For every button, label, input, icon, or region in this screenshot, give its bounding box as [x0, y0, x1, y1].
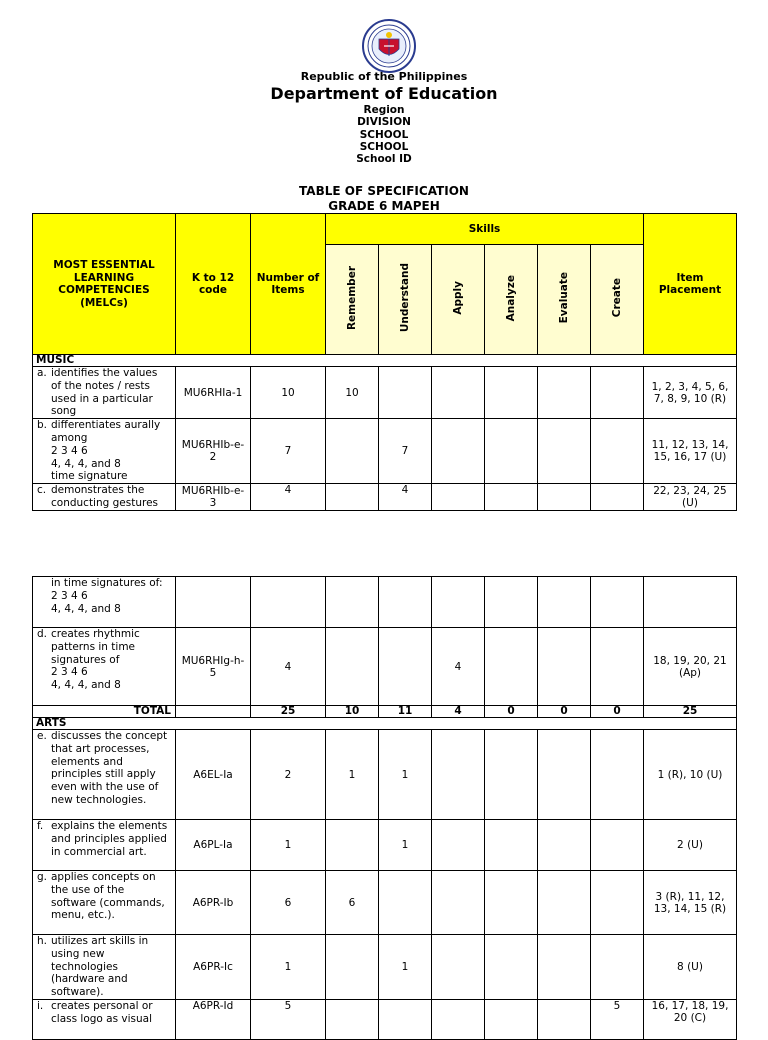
competency-text: utilizes art skills in using new technologies (hardware and software). — [51, 935, 149, 999]
items-cell: 4 — [251, 628, 326, 706]
evaluate-header: Evaluate — [557, 272, 570, 324]
placement-cell: 18, 19, 20, 21 (Ap) — [644, 628, 737, 706]
row-letter: h. — [37, 935, 47, 947]
evaluate-cell — [538, 730, 591, 820]
code-cell: A6PR-Ic — [176, 935, 251, 1000]
table-row — [33, 484, 737, 511]
create-cell — [591, 730, 644, 820]
remember-cell — [326, 820, 379, 871]
apply-cell — [432, 999, 485, 1039]
division-label: DIVISION — [357, 116, 411, 128]
table-row — [33, 871, 737, 935]
total-create: 0 — [591, 706, 644, 718]
evaluate-cell — [538, 999, 591, 1039]
department-heading: Department of Education — [270, 84, 498, 103]
code-cell: A6PR-Id — [176, 999, 251, 1039]
placement-cell: 2 (U) — [644, 820, 737, 871]
create-cell — [591, 820, 644, 871]
code-header: K to 12 code — [176, 214, 251, 355]
create-cell — [591, 628, 644, 706]
create-cell — [591, 367, 644, 419]
remember-cell: 6 — [326, 871, 379, 935]
placement-cell: 1 (R), 10 (U) — [644, 730, 737, 820]
row-letter: a. — [37, 367, 47, 379]
apply-header: Apply — [451, 280, 464, 315]
school-label: SCHOOL — [359, 129, 409, 141]
table-row — [33, 577, 737, 628]
apply-cell — [432, 367, 485, 419]
table-row — [33, 820, 737, 871]
items-cell: 1 — [251, 820, 326, 871]
row-letter: c. — [37, 484, 47, 497]
understand-cell — [379, 871, 432, 935]
apply-cell — [432, 419, 485, 484]
create-cell — [591, 935, 644, 1000]
school-id-label: School ID — [356, 153, 412, 165]
apply-cell: 4 — [432, 628, 485, 706]
competency-text-continued: in time signatures of: 2 3 4 6 4, 4, 4, and 8 — [51, 577, 163, 615]
total-evaluate: 0 — [538, 706, 591, 718]
evaluate-cell — [538, 871, 591, 935]
evaluate-cell — [538, 367, 591, 419]
understand-cell: 4 — [379, 484, 432, 511]
understand-cell: 7 — [379, 419, 432, 484]
code-cell: MU6RHIg-h-5 — [176, 628, 251, 706]
deped-seal-logo — [362, 19, 416, 73]
total-row — [33, 706, 737, 718]
items-cell: 4 — [251, 484, 326, 511]
arts-section-label: ARTS — [33, 718, 737, 730]
competency-text: creates rhythmic patterns in time signatures of 2 3 4 6 4, 4, 4, and 8 — [51, 628, 140, 692]
code-cell: MU6RHIb-e-3 — [176, 484, 251, 511]
apply-cell — [432, 820, 485, 871]
total-apply: 4 — [432, 706, 485, 718]
skills-header: Skills — [326, 214, 644, 245]
items-cell: 10 — [251, 367, 326, 419]
grade-subtitle: GRADE 6 MAPEH — [328, 199, 440, 213]
analyze-cell — [485, 419, 538, 484]
total-analyze: 0 — [485, 706, 538, 718]
remember-cell — [326, 419, 379, 484]
remember-cell — [326, 628, 379, 706]
understand-cell — [379, 999, 432, 1039]
row-letter: f. — [37, 820, 44, 832]
competency-text: creates personal or class logo as visual — [51, 999, 153, 1025]
analyze-cell — [485, 628, 538, 706]
republic-heading: Republic of the Philippines — [300, 70, 468, 83]
items-header: Number of Items — [251, 214, 326, 355]
create-header: Create — [610, 278, 623, 318]
remember-cell — [326, 484, 379, 511]
region-label: Region — [363, 104, 405, 116]
table-row — [33, 367, 737, 419]
competency-text: applies concepts on the use of the software (commands, menu, etc.). — [51, 871, 165, 922]
table-row — [33, 730, 737, 820]
analyze-cell — [485, 484, 538, 511]
evaluate-cell — [538, 484, 591, 511]
analyze-cell — [485, 367, 538, 419]
table-row — [33, 628, 737, 706]
total-placement: 25 — [644, 706, 737, 718]
remember-cell — [326, 935, 379, 1000]
analyze-cell — [485, 935, 538, 1000]
items-cell: 6 — [251, 871, 326, 935]
document-title: TABLE OF SPECIFICATION — [299, 184, 469, 198]
code-cell: A6EL-Ia — [176, 730, 251, 820]
music-section-label: MUSIC — [33, 355, 737, 367]
analyze-cell — [485, 871, 538, 935]
items-cell: 2 — [251, 730, 326, 820]
understand-cell — [379, 367, 432, 419]
understand-cell — [379, 628, 432, 706]
create-cell: 5 — [591, 999, 644, 1039]
code-cell: MU6RHIb-e-2 — [176, 419, 251, 484]
remember-cell: 1 — [326, 730, 379, 820]
row-letter: b. — [37, 419, 48, 432]
code-cell: MU6RHIa-1 — [176, 367, 251, 419]
table-row — [33, 935, 737, 1000]
understand-cell: 1 — [379, 935, 432, 1000]
placement-cell: 11, 12, 13, 14, 15, 16, 17 (U) — [644, 419, 737, 484]
analyze-cell — [485, 999, 538, 1039]
placement-cell: 22, 23, 24, 25 (U) — [644, 484, 737, 511]
placement-cell: 16, 17, 18, 19, 20 (C) — [644, 999, 737, 1039]
items-cell: 7 — [251, 419, 326, 484]
table-row — [33, 999, 737, 1039]
analyze-header: Analyze — [504, 274, 517, 321]
evaluate-cell — [538, 935, 591, 1000]
evaluate-cell — [538, 820, 591, 871]
total-understand: 11 — [379, 706, 432, 718]
placement-header: Item Placement — [644, 214, 737, 355]
apply-cell — [432, 871, 485, 935]
analyze-cell — [485, 820, 538, 871]
code-cell: A6PR-Ib — [176, 871, 251, 935]
row-letter: g. — [37, 871, 48, 883]
placement-cell: 1, 2, 3, 4, 5, 6, 7, 8, 9, 10 (R) — [644, 367, 737, 419]
create-cell — [591, 484, 644, 511]
evaluate-cell — [538, 628, 591, 706]
school-label-2: SCHOOL — [359, 141, 409, 153]
understand-cell: 1 — [379, 730, 432, 820]
apply-cell — [432, 730, 485, 820]
competency-text: explains the elements and principles applied in commercial art. — [51, 820, 168, 858]
items-cell: 1 — [251, 935, 326, 1000]
understand-header: Understand — [398, 263, 411, 333]
apply-cell — [432, 484, 485, 511]
remember-cell — [326, 999, 379, 1039]
placement-cell: 8 (U) — [644, 935, 737, 1000]
analyze-cell — [485, 730, 538, 820]
items-cell: 5 — [251, 999, 326, 1039]
competency-text: differentiates aurally among 2 3 4 6 4, 4, 4, and 8 time signature — [51, 419, 161, 483]
total-label: TOTAL — [33, 706, 176, 718]
competency-text: discusses the concept that art processes, elements and principles still apply even with the use of new technologies. — [51, 730, 168, 806]
evaluate-cell — [538, 419, 591, 484]
row-letter: e. — [37, 730, 47, 742]
code-cell: A6PL-Ia — [176, 820, 251, 871]
placement-cell: 3 (R), 11, 12, 13, 14, 15 (R) — [644, 871, 737, 935]
apply-cell — [432, 935, 485, 1000]
create-cell — [591, 419, 644, 484]
understand-cell: 1 — [379, 820, 432, 871]
table-row — [33, 419, 737, 484]
melcs-header: MOST ESSENTIAL LEARNING COMPETENCIES (MELCs) — [33, 214, 176, 355]
create-cell — [591, 871, 644, 935]
remember-header: Remember — [345, 265, 358, 330]
total-remember: 10 — [326, 706, 379, 718]
competency-text: demonstrates the conducting gestures — [51, 484, 159, 509]
competency-text: identifies the values of the notes / rests used in a particular song — [51, 367, 158, 418]
total-items: 25 — [251, 706, 326, 718]
specification-table — [32, 213, 737, 511]
remember-cell: 10 — [326, 367, 379, 419]
row-letter: d. — [37, 628, 48, 640]
specification-table-continued — [32, 576, 737, 1040]
row-letter: i. — [37, 999, 44, 1012]
